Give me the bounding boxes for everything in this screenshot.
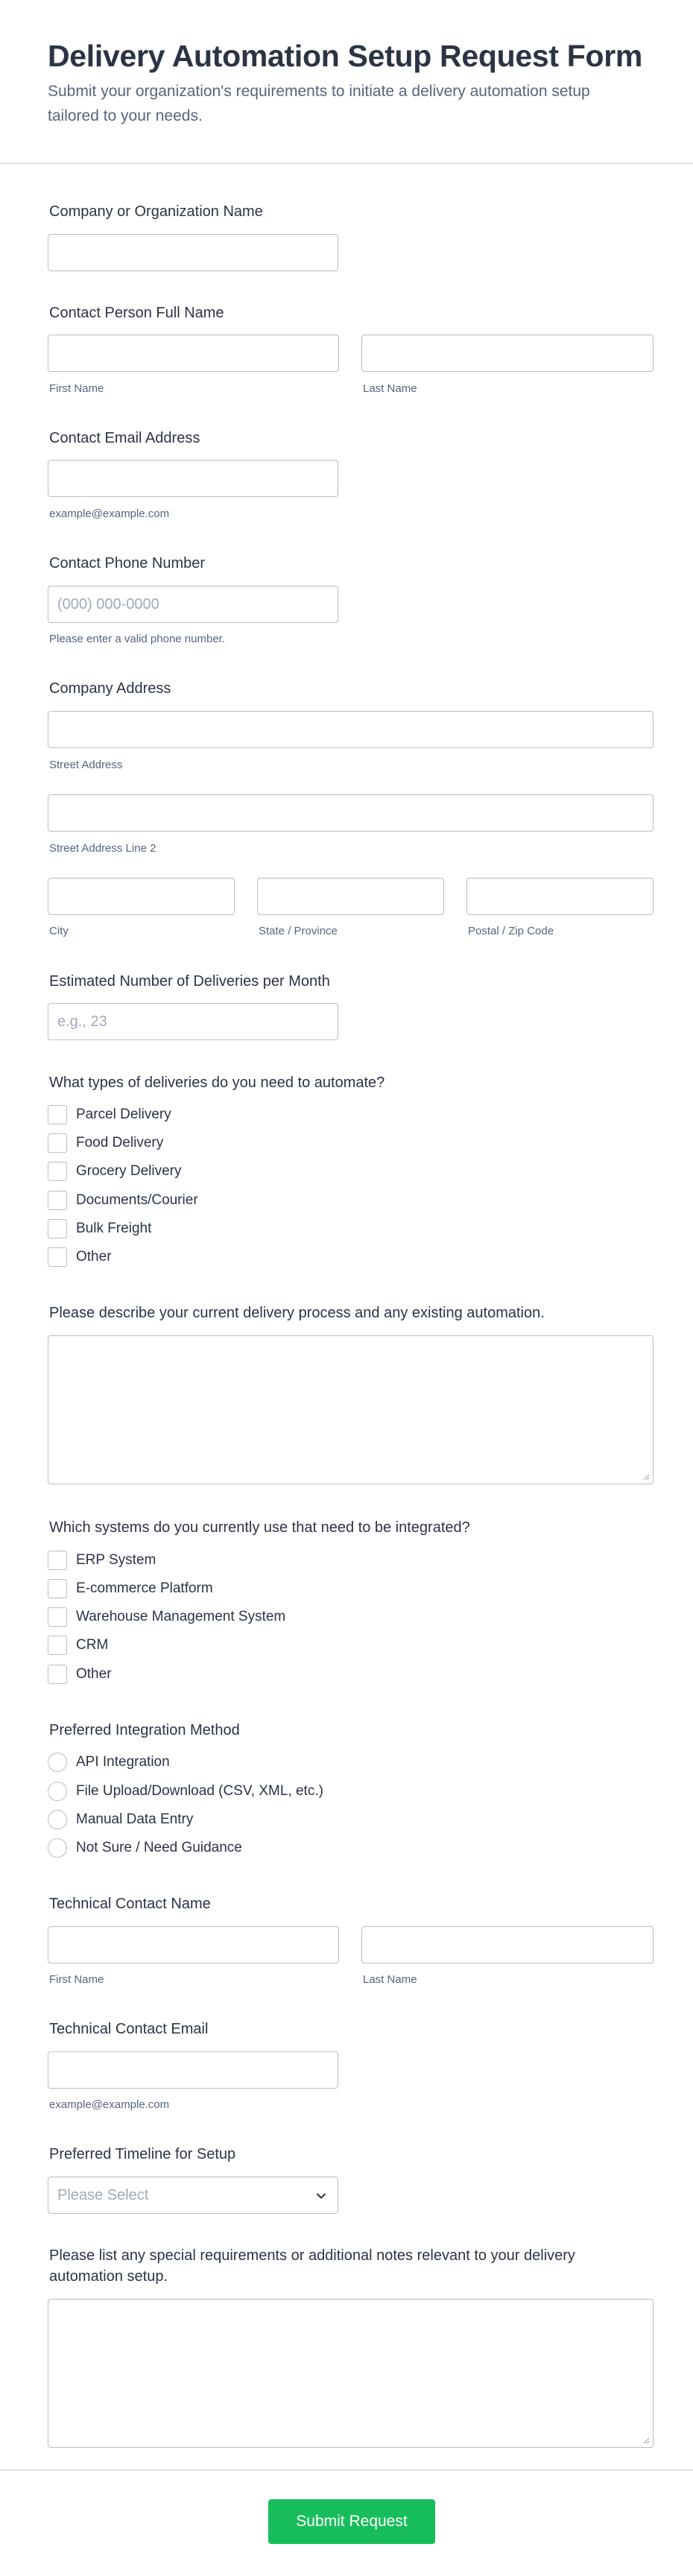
street-address-sublabel: Street Address (49, 759, 123, 771)
system-option[interactable] (48, 1550, 156, 1571)
radio[interactable] (48, 1838, 67, 1858)
footer-divider (0, 2469, 693, 2471)
option-label: File Upload/Download (CSV, XML, etc.) (76, 1783, 323, 1799)
street-address-line2-input[interactable] (48, 794, 654, 832)
page-title: Delivery Automation Setup Request Form (48, 39, 643, 73)
address-label: Company Address (49, 680, 171, 697)
radio[interactable] (48, 1810, 67, 1829)
contact-phone-sublabel: Please enter a valid phone number. (49, 633, 225, 645)
deliveries-input[interactable] (48, 1003, 338, 1040)
checkbox[interactable] (48, 1191, 67, 1210)
contact-last-name-sublabel: Last Name (363, 382, 417, 395)
system-option[interactable] (48, 1635, 108, 1656)
current-process-label: Please describe your current delivery process and any existing automation. (49, 1305, 545, 1321)
option-label: Grocery Delivery (76, 1163, 182, 1179)
contact-email-sublabel: example@example.com (49, 507, 170, 520)
option-label: Other (76, 1666, 112, 1682)
submit-button[interactable]: Submit Request (268, 2499, 435, 2544)
city-input[interactable] (48, 878, 235, 915)
integration-option[interactable] (48, 1781, 323, 1802)
contact-phone-input[interactable] (48, 586, 338, 623)
delivery-type-option[interactable] (48, 1190, 198, 1211)
notes-textarea[interactable] (48, 2299, 654, 2448)
chevron-down-icon (315, 2190, 327, 2202)
checkbox[interactable] (48, 1162, 67, 1181)
city-sublabel: City (49, 925, 69, 937)
zip-input[interactable] (466, 878, 654, 915)
form-header (0, 0, 693, 164)
checkbox[interactable] (48, 1551, 67, 1570)
checkbox[interactable] (48, 1247, 67, 1267)
delivery-type-option[interactable] (48, 1218, 151, 1239)
integration-label: Preferred Integration Method (49, 1722, 240, 1738)
company-input[interactable] (48, 234, 338, 271)
state-sublabel: State / Province (259, 925, 338, 937)
option-label: API Integration (76, 1754, 170, 1770)
timeline-select[interactable] (48, 2177, 338, 2214)
integration-option[interactable] (48, 1838, 242, 1858)
systems-label: Which systems do you currently use that need to be integrated? (49, 1519, 470, 1536)
option-label: Documents/Courier (76, 1192, 198, 1208)
integration-option[interactable] (48, 1809, 193, 1830)
tech-email-label: Technical Contact Email (49, 2021, 209, 2037)
checkbox[interactable] (48, 1607, 67, 1627)
company-label: Company or Organization Name (49, 203, 263, 220)
option-label: Other (76, 1249, 112, 1265)
radio[interactable] (48, 1782, 67, 1801)
option-label: Warehouse Management System (76, 1609, 286, 1624)
contact-last-name-input[interactable] (361, 335, 654, 372)
tech-first-name-input[interactable] (48, 1926, 339, 1963)
checkbox[interactable] (48, 1133, 67, 1153)
option-label: Manual Data Entry (76, 1811, 194, 1827)
tech-first-name-sublabel: First Name (49, 1973, 104, 1986)
resize-grip-icon[interactable] (642, 1473, 650, 1481)
zip-sublabel: Postal / Zip Code (468, 925, 554, 937)
tech-last-name-input[interactable] (361, 1926, 654, 1963)
option-label: ERP System (76, 1552, 156, 1568)
delivery-types-label: What types of deliveries do you need to automate? (49, 1075, 385, 1091)
street-address-input[interactable] (48, 711, 654, 748)
contact-email-input[interactable] (48, 460, 338, 497)
delivery-type-option[interactable] (48, 1161, 181, 1182)
deliveries-label: Estimated Number of Deliveries per Month (49, 973, 330, 990)
option-label: Bulk Freight (76, 1221, 152, 1236)
contact-first-name-sublabel: First Name (49, 382, 104, 395)
contact-email-label: Contact Email Address (49, 430, 200, 446)
notes-label: Please list any special requirements or additional notes relevant to your delivery automation setup. (49, 2247, 575, 2285)
checkbox[interactable] (48, 1665, 67, 1684)
system-option[interactable] (48, 1607, 285, 1627)
street-address-line2-sublabel: Street Address Line 2 (49, 842, 156, 855)
checkbox[interactable] (48, 1105, 67, 1124)
system-option[interactable] (48, 1578, 213, 1599)
current-process-textarea[interactable] (48, 1335, 654, 1484)
integration-option[interactable] (48, 1752, 170, 1773)
option-label: CRM (76, 1637, 109, 1653)
option-label: Food Delivery (76, 1135, 164, 1151)
checkbox[interactable] (48, 1219, 67, 1238)
contact-name-label: Contact Person Full Name (49, 305, 224, 321)
tech-last-name-sublabel: Last Name (363, 1973, 417, 1986)
page-subtitle: Submit your organization's requirements to initiate a delivery automation setup tailored to your needs. (48, 83, 590, 124)
resize-grip-icon[interactable] (642, 2437, 650, 2444)
checkbox[interactable] (48, 1636, 67, 1655)
contact-first-name-input[interactable] (48, 335, 339, 372)
option-label: Parcel Delivery (76, 1107, 171, 1122)
option-label: Not Sure / Need Guidance (76, 1840, 242, 1855)
delivery-type-option[interactable] (48, 1104, 171, 1125)
radio[interactable] (48, 1753, 67, 1772)
contact-phone-label: Contact Phone Number (49, 555, 206, 572)
delivery-type-option[interactable] (48, 1133, 163, 1153)
timeline-label: Preferred Timeline for Setup (49, 2146, 236, 2162)
option-label: E-commerce Platform (76, 1580, 213, 1596)
checkbox[interactable] (48, 1579, 67, 1598)
tech-name-label: Technical Contact Name (49, 1896, 211, 1912)
state-input[interactable] (257, 878, 444, 915)
tech-email-sublabel: example@example.com (49, 2098, 170, 2111)
system-option[interactable] (48, 1664, 112, 1685)
timeline-selected-value: Please Select (57, 2187, 149, 2203)
delivery-type-option[interactable] (48, 1247, 112, 1268)
tech-email-input[interactable] (48, 2051, 338, 2089)
